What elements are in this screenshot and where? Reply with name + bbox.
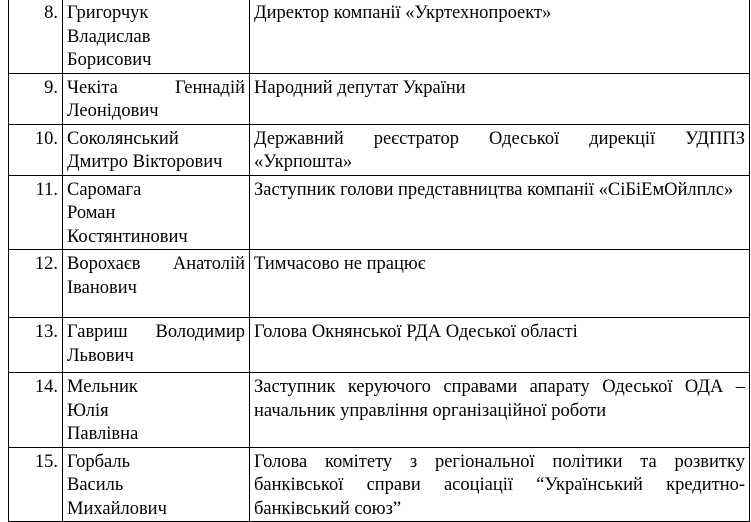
person-position: Заступник голови представництва компанії «СіБіЕмОйлплс» (250, 175, 750, 250)
name-line: Чекіта Геннадій (67, 77, 245, 98)
person-position: Державний реєстратор Одеської дирекції УДППЗ «Укрпошта» (250, 124, 750, 175)
row-number: 15. (9, 447, 63, 522)
row-number: 9. (9, 73, 63, 124)
name-line: Саромага (67, 179, 142, 200)
person-position: Голова Окнянської РДА Одеської області (250, 318, 750, 373)
person-name (63, 373, 250, 448)
table-row (9, 0, 750, 73)
person-name (63, 0, 250, 73)
person-name (63, 175, 250, 250)
name-line: Львович (67, 345, 134, 366)
name-line: Дмитро Вікторович (67, 152, 223, 172)
person-name (63, 124, 250, 175)
row-number: 10. (9, 124, 63, 175)
person-position: Тимчасово не працює (250, 250, 750, 318)
person-name (63, 447, 250, 522)
name-line: Павлівна (67, 424, 139, 444)
person-name (63, 250, 250, 318)
table-row (9, 124, 750, 175)
table-row (9, 175, 750, 250)
name-line: Владислав (67, 26, 151, 47)
row-number: 13. (9, 318, 63, 373)
name-line: Соколянський (67, 128, 179, 149)
table-row (9, 318, 750, 373)
table-row (9, 373, 750, 448)
name-line: Василь (67, 475, 124, 495)
row-number: 11. (9, 175, 63, 250)
name-line: Леонідович (67, 101, 159, 121)
name-line: Григорчук (67, 3, 149, 23)
person-name (63, 318, 250, 373)
name-line: Гавриш Володимир (67, 322, 245, 342)
person-position: Заступник керуючого справами апарату Одеської ОДА – начальник управління організаційної роботи (250, 373, 750, 448)
name-line: Ворохаєв Анатолій (67, 254, 245, 274)
persons-table (8, 0, 750, 522)
name-line: Костянтинович (67, 226, 188, 247)
name-line: Мельник (67, 377, 138, 397)
person-position: Народний депутат України (250, 73, 750, 124)
row-number: 8. (9, 0, 63, 73)
name-line: Роман (67, 203, 116, 223)
person-position: Голова комітету з регіональної політики та розвитку банківської справи асоціації “Український кредитно-банківський союз” (250, 447, 750, 522)
name-line: Юлія (67, 400, 109, 421)
person-name (63, 73, 250, 124)
name-line: Іванович (67, 277, 137, 298)
table-row (9, 73, 750, 124)
table-row (9, 250, 750, 318)
row-number: 14. (9, 373, 63, 448)
row-number: 12. (9, 250, 63, 318)
name-line: Горбаль (67, 451, 131, 472)
person-position: Директор компанії «Укртехнопроект» (250, 0, 750, 73)
table-row (9, 447, 750, 522)
name-line: Борисович (67, 50, 152, 70)
name-line: Михайлович (67, 498, 167, 519)
